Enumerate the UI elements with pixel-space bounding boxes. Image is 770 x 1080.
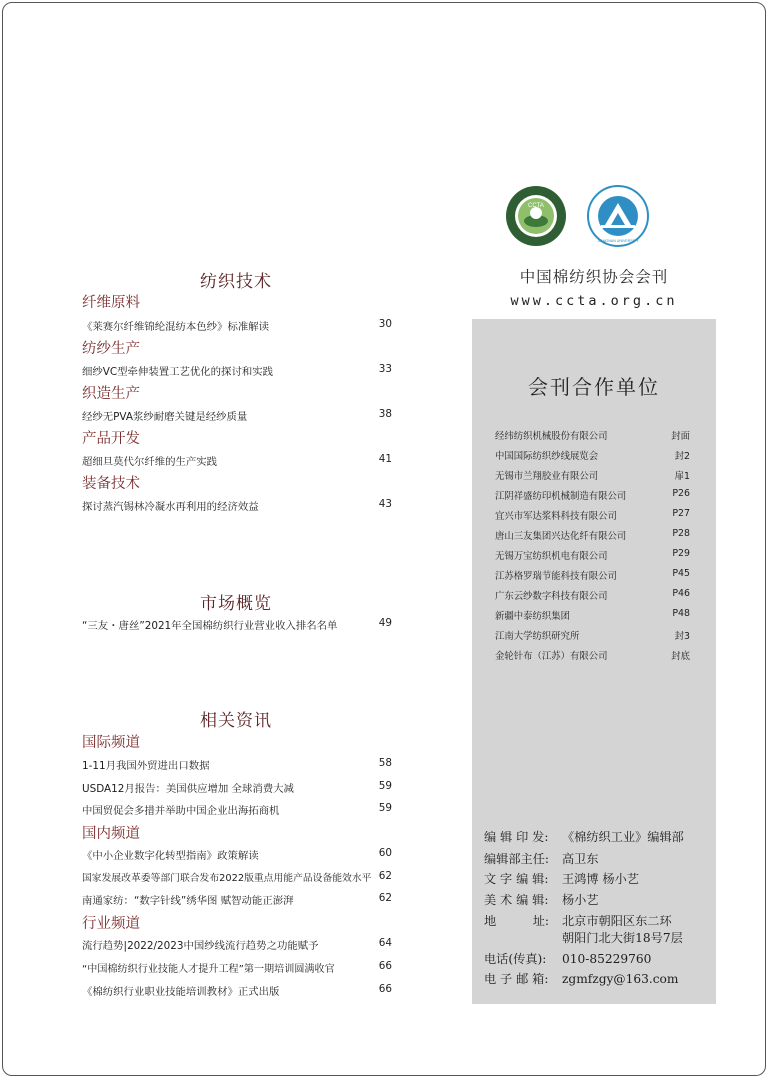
category-equipment: 装备技术 xyxy=(82,476,140,492)
toc-item-page: 49 xyxy=(378,617,392,629)
partner-name: 经纬纺织机械股份有限公司 xyxy=(495,431,608,442)
partner-name: 无锡万宝纺织机电有限公司 xyxy=(495,551,608,562)
section-title-textile: 纺织技术 xyxy=(200,272,272,292)
category-domestic: 国内频道 xyxy=(82,826,140,842)
toc-item[interactable] xyxy=(82,870,392,884)
toc-item[interactable] xyxy=(82,617,392,631)
partner-page: 扉1 xyxy=(674,471,690,482)
editorial-value: 《棉纺织工业》编辑部 xyxy=(562,830,684,844)
editorial-label: 编 辑 印 发: xyxy=(484,830,549,844)
partner-row[interactable] xyxy=(495,588,690,601)
toc-item-page: 62 xyxy=(378,892,392,904)
toc-item-page: 41 xyxy=(378,453,392,465)
partner-page: P46 xyxy=(672,588,690,599)
partner-row[interactable] xyxy=(495,608,690,621)
partner-name: 江南大学纺织研究所 xyxy=(495,631,580,642)
partner-name: 江阴祥盛纺印机械制造有限公司 xyxy=(495,491,627,502)
partner-name: 唐山三友集团兴达化纤有限公司 xyxy=(495,531,627,542)
toc-item-page: 33 xyxy=(378,363,392,375)
partner-page: 封面 xyxy=(671,431,690,442)
partner-row[interactable] xyxy=(495,568,690,581)
toc-item-page: 43 xyxy=(378,498,392,510)
partner-page: P45 xyxy=(672,568,690,579)
editorial-text-editor xyxy=(484,870,639,887)
toc-item-title: 细纱VC型牵伸装置工艺优化的探讨和实践 xyxy=(82,366,274,378)
partner-row[interactable] xyxy=(495,468,690,481)
partner-name: 金轮针布（江苏）有限公司 xyxy=(495,651,608,662)
toc-item-title: 《中小企业数字化转型指南》政策解读 xyxy=(82,850,259,862)
editorial-label: 编辑部主任: xyxy=(484,852,550,866)
partners-title: 会刊合作单位 xyxy=(528,375,660,399)
toc-item-page: 58 xyxy=(378,757,392,769)
ccta-logo-text: CCTA xyxy=(528,203,544,209)
toc-item-title: “三友・唐丝”2021年全国棉纺织行业营业收入排名名单 xyxy=(82,620,338,632)
toc-item[interactable] xyxy=(82,780,392,794)
toc-item[interactable] xyxy=(82,363,392,377)
toc-item-page: 59 xyxy=(378,802,392,814)
toc-item-page: 38 xyxy=(378,408,392,420)
toc-item[interactable] xyxy=(82,318,392,332)
section-title-news: 相关资讯 xyxy=(200,711,272,731)
toc-item[interactable] xyxy=(82,757,392,771)
editorial-email xyxy=(484,970,678,987)
toc-item-title: 1-11月我国外贸进出口数据 xyxy=(82,760,210,772)
partner-row[interactable] xyxy=(495,428,690,441)
category-weaving: 织造生产 xyxy=(82,386,140,402)
toc-item[interactable] xyxy=(82,983,392,997)
editorial-art-editor xyxy=(484,891,599,908)
toc-item-title: 国家发展改革委等部门联合发布2022版重点用能产品设备能效水平 xyxy=(82,873,372,884)
editorial-value: 王鸿博 杨小艺 xyxy=(562,872,639,886)
partner-page: P28 xyxy=(672,528,690,539)
editorial-value: 010-85229760 xyxy=(562,952,652,966)
partner-name: 中国国际纺织纱线展览会 xyxy=(495,451,599,462)
partner-name: 无锡市兰翔胶业有限公司 xyxy=(495,471,599,482)
category-spinning: 纺纱生产 xyxy=(82,341,140,357)
editorial-label: 地 址: xyxy=(484,914,550,928)
editorial-label: 文 字 编 辑: xyxy=(484,872,549,886)
toc-item[interactable] xyxy=(82,960,392,974)
jiangnan-logo-text: JIANGNAN UNIVERSITY xyxy=(597,239,639,243)
jiangnan-logo xyxy=(587,185,649,247)
toc-item[interactable] xyxy=(82,408,392,422)
editorial-address-line2: 朝阳门北大街18号7层 xyxy=(562,931,683,945)
toc-item[interactable] xyxy=(82,937,392,951)
partner-row[interactable] xyxy=(495,488,690,501)
partner-name: 江苏格罗瑞节能科技有限公司 xyxy=(495,571,617,582)
toc-item-title: 《棉纺织行业职业技能培训教材》正式出版 xyxy=(82,986,280,998)
editorial-value: 北京市朝阳区东二环 xyxy=(562,914,672,928)
editorial-value[interactable]: zgmfzgy@163.com xyxy=(562,972,679,986)
toc-item[interactable] xyxy=(82,847,392,861)
editorial-publisher xyxy=(484,828,684,845)
toc-item-title: 《莱赛尔纤维锦纶混纺本色纱》标准解读 xyxy=(82,321,270,333)
toc-item-title: “中国棉纺织行业技能人才提升工程”第一期培训圆满收官 xyxy=(82,964,335,975)
editorial-label: 电话(传真): xyxy=(484,952,547,966)
toc-item-title: 超细旦莫代尔纤维的生产实践 xyxy=(82,456,218,468)
toc-item[interactable] xyxy=(82,802,392,816)
toc-item-page: 66 xyxy=(378,983,392,995)
ccta-logo xyxy=(505,185,567,247)
partner-page: P27 xyxy=(672,508,690,519)
partner-name: 宜兴市军达浆料科技有限公司 xyxy=(495,511,617,522)
editorial-director xyxy=(484,850,599,867)
partner-page: P48 xyxy=(672,608,690,619)
category-fiber: 纤维原料 xyxy=(82,295,140,311)
partner-page: P29 xyxy=(672,548,690,559)
editorial-label: 电 子 邮 箱: xyxy=(484,972,549,986)
toc-item-title: 经纱无PVA浆纱耐磨关键是经纱质量 xyxy=(82,411,248,423)
toc-item[interactable] xyxy=(82,498,392,512)
toc-item-title: 探讨蒸汽锡林冷凝水再利用的经济效益 xyxy=(82,501,259,513)
toc-item[interactable] xyxy=(82,892,392,906)
section-title-market: 市场概览 xyxy=(200,594,272,614)
category-industry: 行业频道 xyxy=(82,916,140,932)
partner-row[interactable] xyxy=(495,628,690,641)
editorial-value: 杨小艺 xyxy=(562,893,599,907)
association-url[interactable]: www.ccta.org.cn xyxy=(510,293,678,309)
partner-row[interactable] xyxy=(495,548,690,561)
partner-row[interactable] xyxy=(495,648,690,661)
partner-row[interactable] xyxy=(495,448,690,461)
partner-row[interactable] xyxy=(495,528,690,541)
partner-page: 封2 xyxy=(674,451,690,462)
toc-item-page: 66 xyxy=(378,960,392,972)
association-name: 中国棉纺织协会会刊 xyxy=(519,268,669,286)
editorial-phone xyxy=(484,950,651,967)
toc-item-title: 中国贸促会多措并举助中国企业出海拓商机 xyxy=(82,805,280,817)
toc-item-page: 64 xyxy=(378,937,392,949)
toc-item-page: 60 xyxy=(378,847,392,859)
toc-item-title: 南通家纺：“数字针线”绣华图 赋智动能正澎湃 xyxy=(82,895,294,907)
partner-row[interactable] xyxy=(495,508,690,521)
partner-page: 封3 xyxy=(674,631,690,642)
editorial-value: 高卫东 xyxy=(562,852,599,866)
category-product: 产品开发 xyxy=(82,431,140,447)
partner-name: 广东云纱数字科技有限公司 xyxy=(495,591,608,602)
partner-page: P26 xyxy=(672,488,690,499)
toc-item-page: 59 xyxy=(378,780,392,792)
toc-item-page: 62 xyxy=(378,870,392,882)
toc-item-title: 流行趋势|2022/2023中国纱线流行趋势之功能赋予 xyxy=(82,940,319,952)
editorial-address xyxy=(484,912,672,929)
partner-name: 新疆中泰纺织集团 xyxy=(495,611,571,622)
category-international: 国际频道 xyxy=(82,735,140,751)
toc-item-title: USDA12月报告：美国供应增加 全球消费大减 xyxy=(82,783,294,795)
toc-item-page: 30 xyxy=(378,318,392,330)
toc-item[interactable] xyxy=(82,453,392,467)
editorial-label: 美 术 编 辑: xyxy=(484,893,549,907)
partner-page: 封底 xyxy=(671,651,690,662)
